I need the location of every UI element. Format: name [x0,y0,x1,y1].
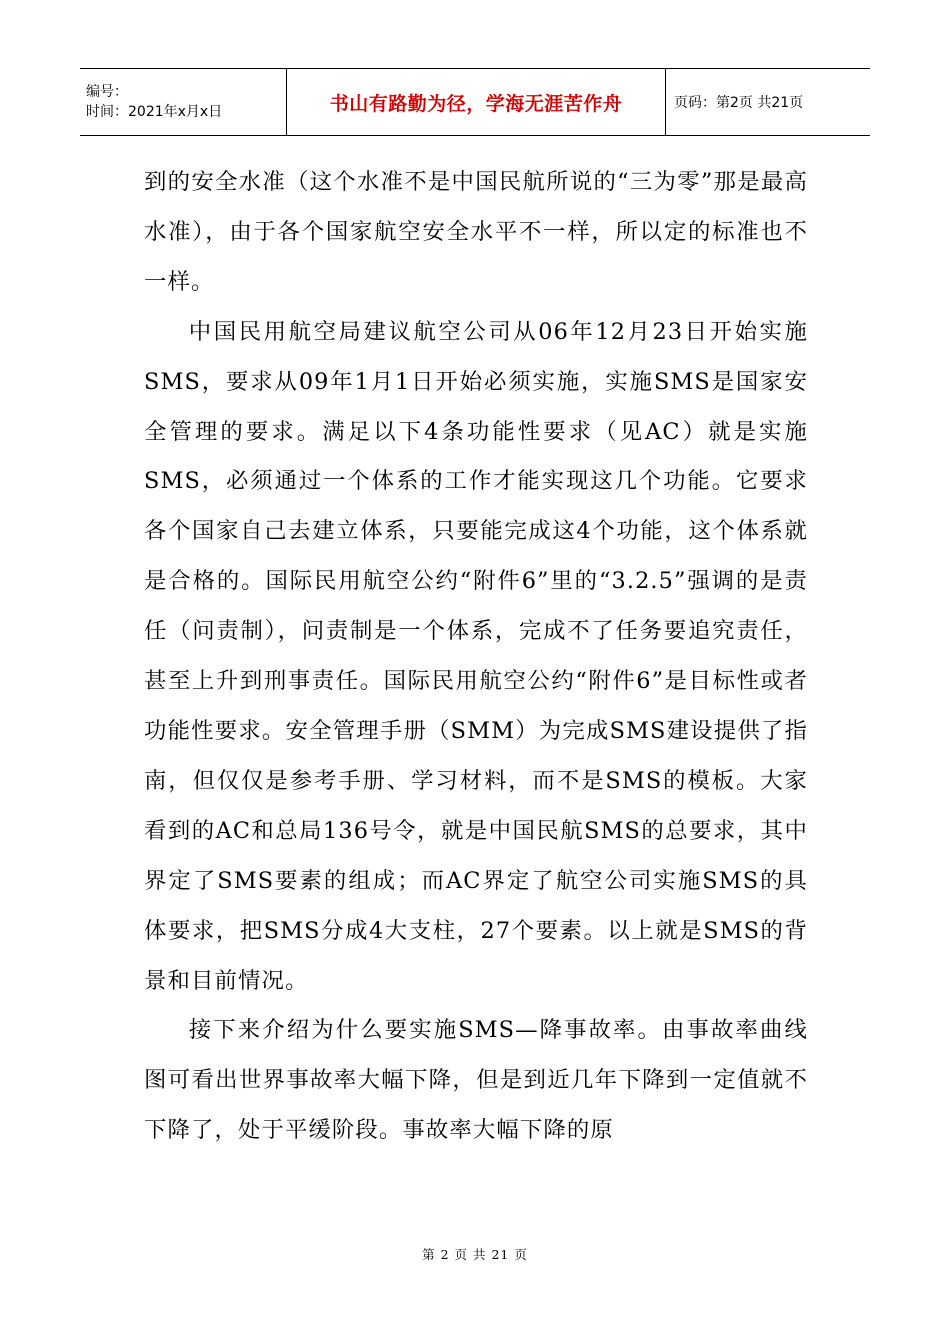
document-header [80,68,870,136]
paragraph-continued: 到的安全水准（这个水准不是中国民航所说的“三为零”那是最高水准），由于各个国家航空安全水平不一样，所以定的标准也不一样。 [144,169,808,295]
page-footer: 第 2 页 共 21 页 [422,1247,528,1262]
paragraph-accident-rate: 接下来介绍为什么要实施SMS—降事故率。由事故率曲线图可看出世界事故率大幅下降，但是到近几年下降到一定值就不下降了，处于平缓阶段。事故率大幅下降的原 [144,1017,808,1144]
serial-number-label: 编号： [86,84,128,100]
header-meta-cell [80,69,287,136]
header-page-cell [666,69,871,136]
document-body [144,158,808,1156]
paragraph-sms-implementation: 中国民用航空局建议航空公司从06年12月23日开始实施SMS，要求从09年1月1日开始必须实施，实施SMS是国家安全管理的要求。满足以下4条功能性要求（见AC）就是实施SMS，必须通过一个体系的工作才能实现这几个功能。它要求各个国家自己去建立体系，只要能完成这4个功能，这个体系就是合格的。国际民用航空公约“附件6”里的“3.2.5”强调的是责任（问责制），问责制是一个体系，完成不了任务要追究责任，甚至上升到刑事责任。国际民用航空公约“附件6”是目标性或者功能性要求。安全管理手册（SMM）为完成SMS建设提供了指南，但仅仅是参考手册、学习材料，而不是SMS的模板。大家看到的AC和总局136号令，就是中国民航SMS的总要求，其中界定了SMS要素的组成；而AC界定了航空公司实施SMS的具体要求，把SMS分成4大支柱，27个要素。以上就是SMS的背景和目前情况。 [144,318,808,994]
time-label: 时间：2021年x月x日 [86,104,223,120]
header-page-info: 页码：第2页 共21页 [674,95,804,111]
header-motto: 书山有路勤为径，学海无涯苦作舟 [329,92,623,115]
header-motto-cell [287,69,666,136]
